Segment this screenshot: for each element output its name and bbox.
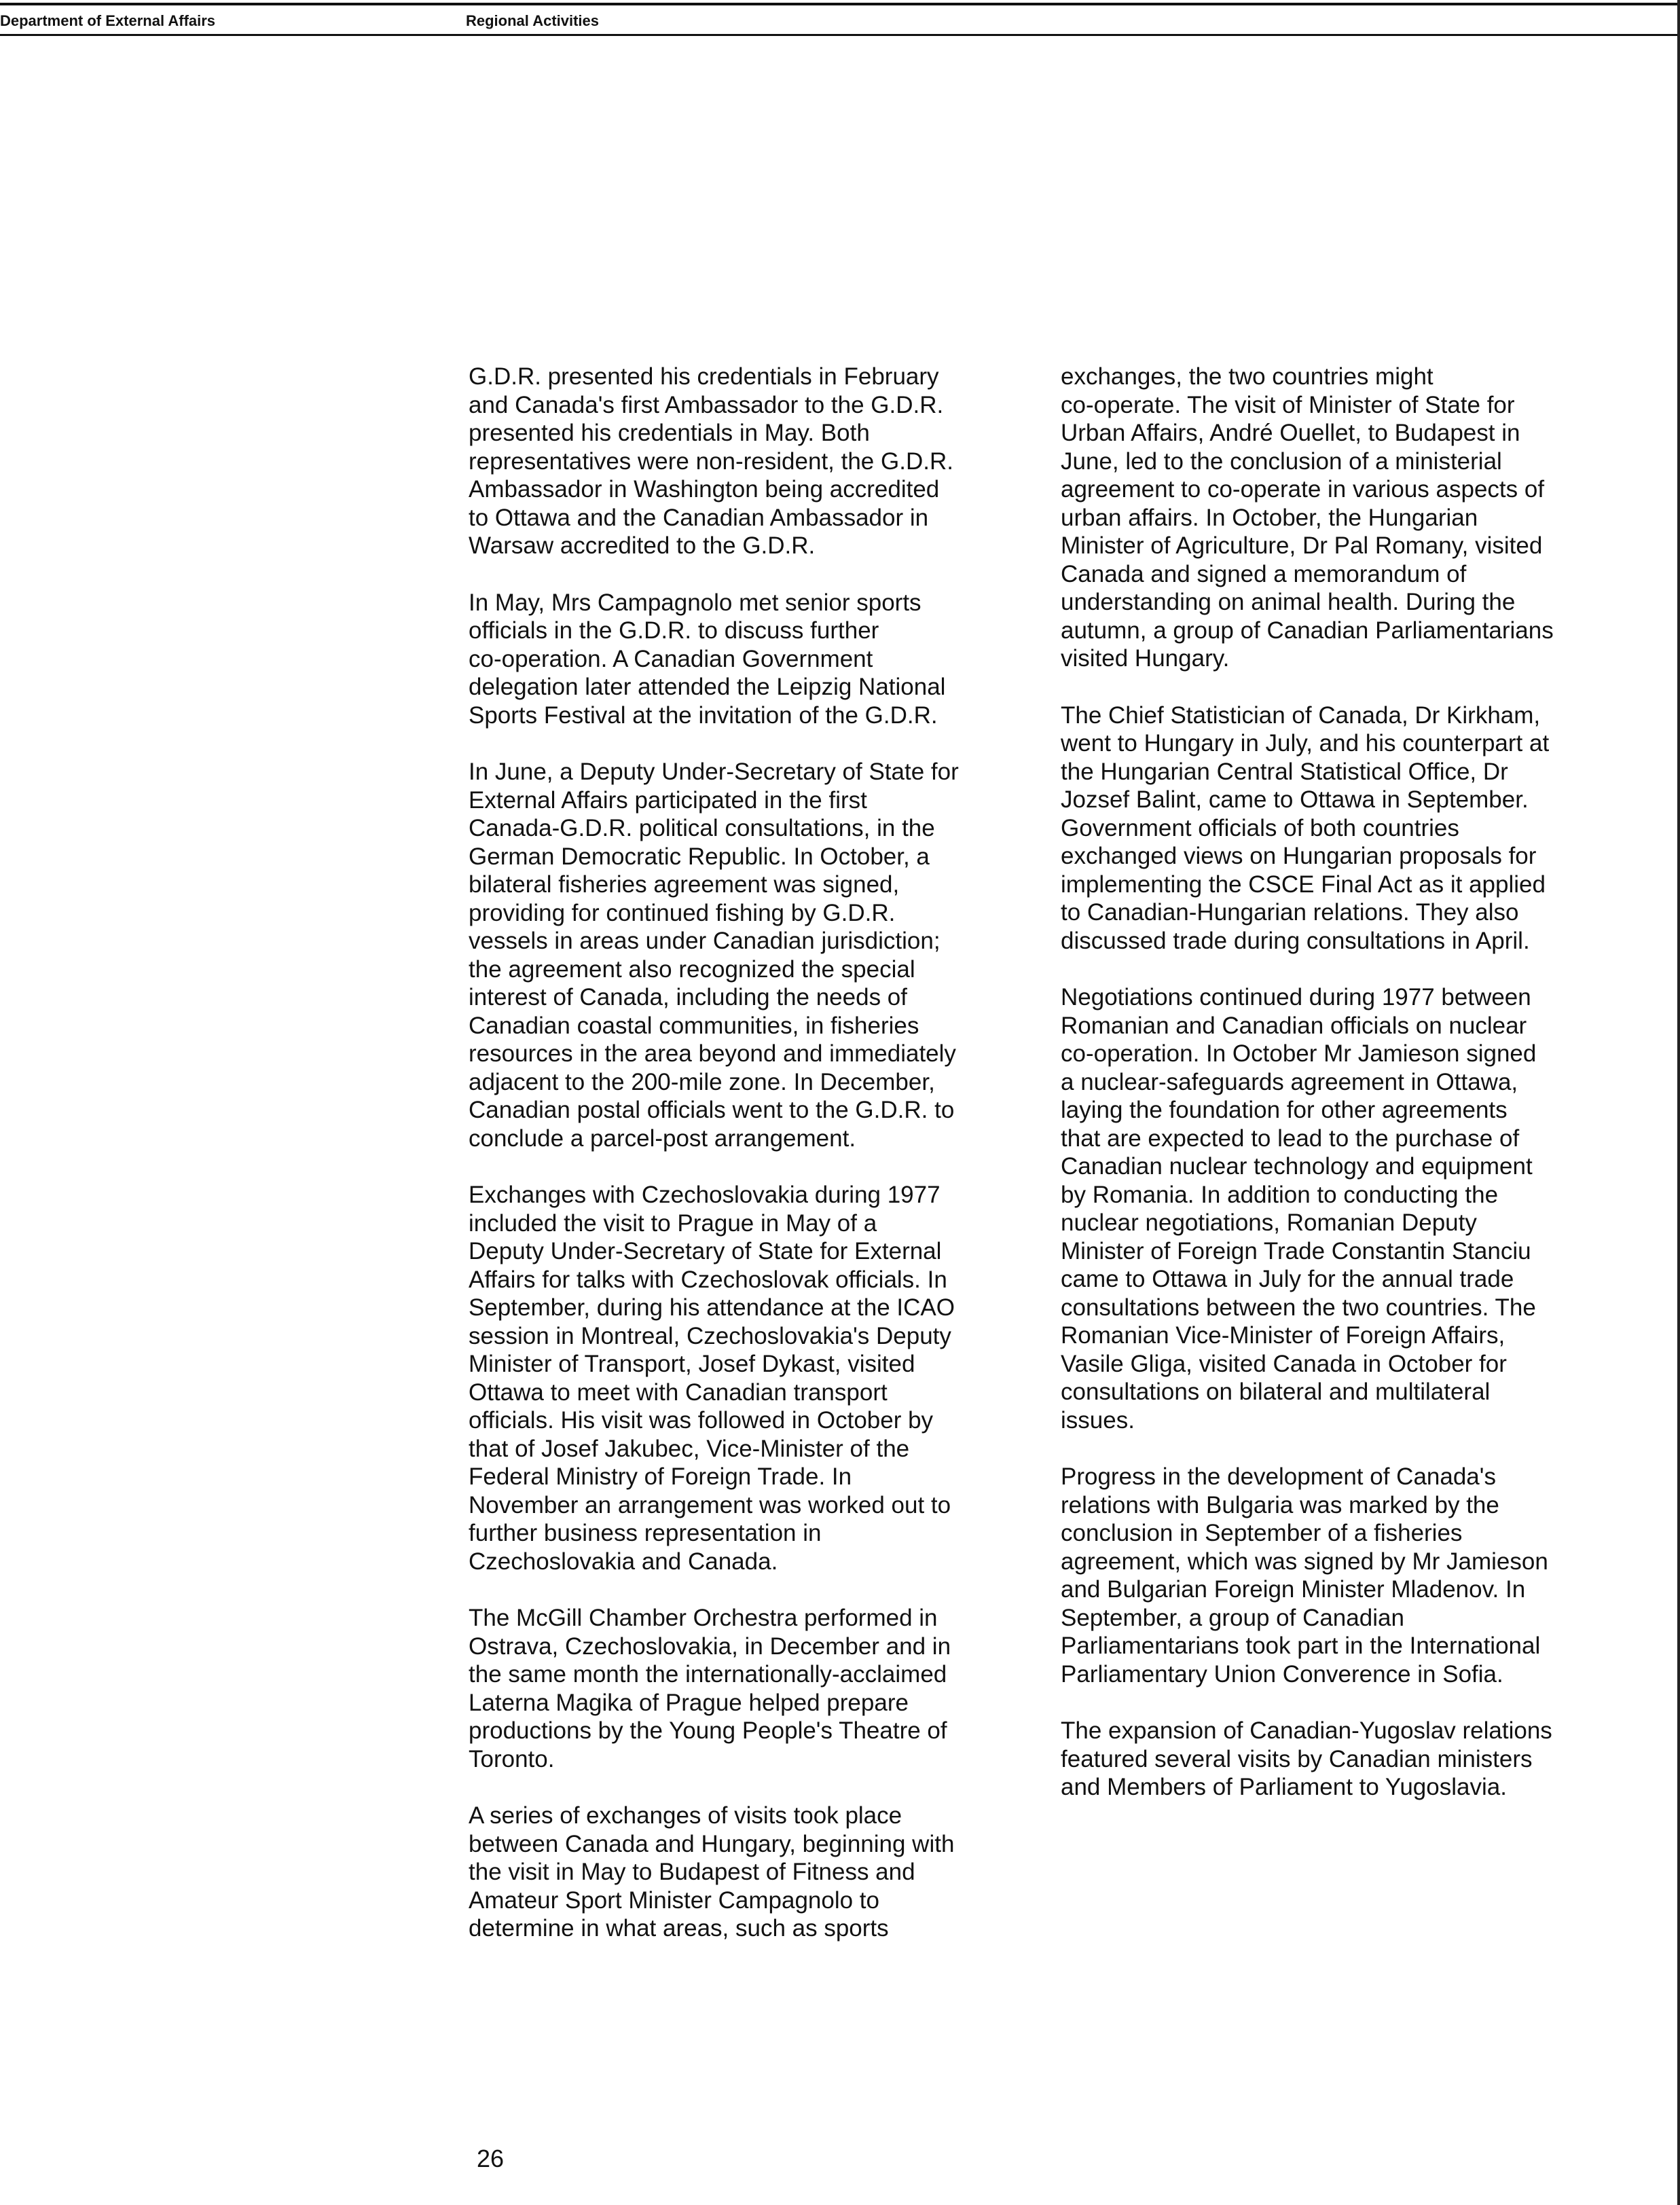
paragraph-romania-nuclear: Negotiations continued during 1977 between Romanian and Canadian officials on nuclear co-operation. In October Mr Jamieson signed a nuclear-safeguards agreement in Ottawa, laying the foundation for other agreements that are expected to lead to the purchase of Canadian nuclear technology and equipment by Romania. In addition to conducting the nuclear negotiations, Romanian Deputy Minister of Foreign Trade Constantin Stanciu came to Ottawa in July for the annual trade consultations between the two countries. The Romanian Vice-Minister of Foreign Affairs, Vasile Gliga, visited Canada in October for consultations on bilateral and multilateral issues. xyxy=(1061,984,1537,1434)
left-column xyxy=(469,363,1025,1971)
paragraph-czechoslovakia-exchanges: Exchanges with Czechoslovakia during 1977 included the visit to Prague in May of a Deputy Under-Secretary of State for External Affairs for talks with Czechoslovak officials. In September, during his attendance at the ICAO session in Montreal, Czechoslovakia's Deputy Minister of Transport, Josef Dykast, visited Ottawa to meet with Canadian transport officials. His visit was followed in October by that of Josef Jakubec, Vice-Minister of the Federal Ministry of Foreign Trade. In November an arrangement was worked out to further business representation in Czechoslovakia and Canada. xyxy=(469,1182,955,1575)
paragraph-hungary-exchanges: A series of exchanges of visits took place between Canada and Hungary, beginning with the visit in May to Budapest of Fitness and Amateur Sport Minister Campagnolo to determine in what areas, such as sports xyxy=(469,1802,955,1942)
paragraph-hungary-cooperation: exchanges, the two countries might co-operate. The visit of Minister of State for Urban Affairs, André Ouellet, to Budapest in June, led to the conclusion of a ministerial agreement to co-operate in various aspects of urban affairs. In October, the Hungarian Minister of Agriculture, Dr Pal Romany, visited Canada and signed a memorandum of understanding on animal health. During the autumn, a group of Canadian Parliamentarians visited Hungary. xyxy=(1061,363,1554,672)
page-edge xyxy=(1677,0,1680,2205)
paragraph-gdr-credentials: G.D.R. presented his credentials in February and Canada's first Ambassador to the G.D.R. presented his credentials in May. Both representatives were non-resident, the G.D.R. Ambassador in Washington being accredited to Ottawa and the Canadian Ambassador in Warsaw accredited to the G.D.R. xyxy=(469,363,953,559)
page-number: 26 xyxy=(477,2145,505,2172)
running-header xyxy=(0,12,1680,35)
header-section-title: Regional Activities xyxy=(466,12,600,29)
paragraph-yugoslav-relations: The expansion of Canadian-Yugoslav relations featured several visits by Canadian ministers and Members of Parliament to Yugoslavia. xyxy=(1061,1717,1552,1800)
top-rule xyxy=(0,3,1680,5)
paragraph-mcgill-orchestra: The McGill Chamber Orchestra performed in Ostrava, Czechoslovakia, in December and in the same month the internationally-acclaimed Laterna Magika of Prague helped prepare productions by the Young People's Theatre of Toronto. xyxy=(469,1605,951,1772)
paragraph-bulgaria-relations: Progress in the development of Canada's relations with Bulgaria was marked by the conclusion in September of a fisheries agreement, which was signed by Mr Jamieson and Bulgarian Foreign Minister Mladenov. In September, a group of Canadian Parliamentarians took part in the International Parliamentary Union Converence in Sofia. xyxy=(1061,1463,1548,1688)
paragraph-gdr-consultations: In June, a Deputy Under-Secretary of State for External Affairs participated in the first Canada-G.D.R. political consultations, in the German Democratic Republic. In October, a bilateral fisheries agreement was signed, providing for continued fishing by G.D.R. vessels in areas under Canadian jurisdiction; the agreement also recognized the special interest of Canada, including the needs of Canadian coastal communities, in fisheries resources in the area beyond and immediately adjacent to the 200-mile zone. In December, Canadian postal officials went to the G.D.R. to conclude a parcel-post arrangement. xyxy=(469,759,959,1152)
paragraph-chief-statistician: The Chief Statistician of Canada, Dr Kirkham, went to Hungary in July, and his counterpart at the Hungarian Central Statistical Office, Dr Jozsef Balint, came to Ottawa in September. Government officials of both countries exchanged views on Hungarian proposals for implementing the CSCE Final Act as it applied to Canadian-Hungarian relations. They also discussed trade during consultations in April. xyxy=(1061,701,1550,954)
header-rule xyxy=(0,34,1680,36)
right-column xyxy=(1061,363,1618,1830)
paragraph-gdr-sports: In May, Mrs Campagnolo met senior sports officials in the G.D.R. to discuss further co-operation. A Canadian Government delegation later attended the Leipzig National Sports Festival at the invitation of the G.D.R. xyxy=(469,589,946,729)
header-department: Department of External Affairs xyxy=(0,12,216,29)
